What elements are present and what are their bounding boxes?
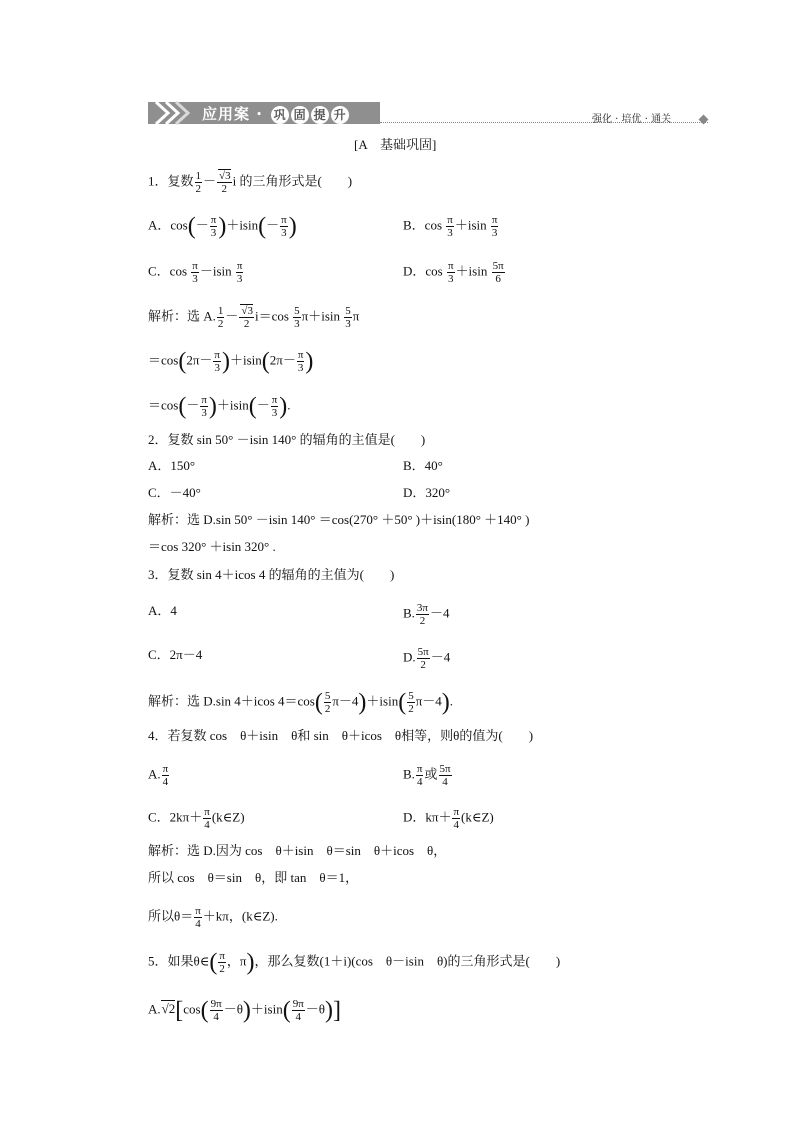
q3-option-b: B. $\frac{3\pi}{2}$ －4 xyxy=(403,602,450,627)
q4-option-c: C．2kπ＋ $\frac{\pi}{4}$ (k∈Z) xyxy=(148,806,245,831)
q1-solution-2: ＝cos(2π－ $\frac{\pi}{3}$ )＋isin(2π－ $\frac{\pi}{3}$ ) xyxy=(148,348,314,375)
q2-option-c: C．－40° xyxy=(148,485,201,500)
q1-stem: 1．复数 $\frac{1}{2}$ － $\frac{√3}{2}$ i 的三角形式是( ) xyxy=(148,170,353,195)
header-title-dot: · xyxy=(256,105,263,123)
header-char-1: 巩 xyxy=(271,106,289,124)
header-char-4: 升 xyxy=(331,106,349,124)
section-heading: [A 基础巩固] xyxy=(354,137,437,152)
q1-option-c: C．cos $\frac{\pi}{3}$ －isin $\frac{\pi}{3}$ xyxy=(148,260,243,285)
q5-option-a: A.√2[cos( $\frac{9\pi}{4}$ －θ)＋isin( $\frac{9\pi}{4}$ －θ)] xyxy=(148,997,342,1024)
chevron-icon xyxy=(154,100,194,126)
q1-option-a: A．cos(－ $\frac{\pi}{3}$ )＋isin(－ $\frac{\pi}{3}$ ) xyxy=(148,213,297,240)
q4-option-a: A. $\frac{\pi}{4}$ xyxy=(148,763,169,788)
q4-option-b: B. $\frac{\pi}{4}$ 或 $\frac{5\pi}{4}$ xyxy=(403,763,451,788)
q3-option-c: C．2π－4 xyxy=(148,647,203,662)
q1-solution-1: 解析：选 A. $\frac{1}{2}$ － $\frac{√3}{2}$ i＝cos $\frac{5}{3}$ π＋isin $\frac{5}{3}$ π xyxy=(148,305,360,330)
header-right-text: 强化 · 培优 · 通关 xyxy=(592,114,672,125)
q4-solution-1: 解析：选 D.因为 cos θ＋isin θ＝sin θ＋icos θ， xyxy=(148,843,447,858)
q4-solution-3: 所以θ＝ $\frac{\pi}{4}$ ＋kπ，(k∈Z). xyxy=(148,905,278,930)
q1-option-d: D．cos $\frac{\pi}{3}$ ＋isin $\frac{5\pi}{6}$ xyxy=(403,260,504,285)
q3-option-d: D. $\frac{5\pi}{2}$ －4 xyxy=(403,646,451,671)
header-char-3: 提 xyxy=(311,106,329,124)
q3-stem: 3．复数 sin 4＋icos 4 的辐角的主值为( ) xyxy=(148,567,395,582)
q4-option-d: D．kπ＋ $\frac{\pi}{4}$ (k∈Z) xyxy=(403,806,494,831)
q3-option-a: A．4 xyxy=(148,603,177,618)
header-title xyxy=(202,103,349,124)
q1-solution-3: ＝cos(－ $\frac{\pi}{3}$ )＋isin(－ $\frac{\pi}{3}$ ). xyxy=(148,393,291,420)
q2-stem: 2．复数 sin 50° －isin 140° 的辐角的主值是( ) xyxy=(148,432,426,447)
q1-option-b: B．cos $\frac{\pi}{3}$ ＋isin $\frac{\pi}{3}$ xyxy=(403,214,498,239)
q2-solution-2: ＝cos 320° ＋isin 320° . xyxy=(148,539,276,554)
q4-stem: 4．若复数 cos θ＋isin θ和 sin θ＋icos θ相等，则θ的值为( ) xyxy=(148,728,534,743)
q2-option-d: D．320° xyxy=(403,485,451,500)
q2-option-b: B．40° xyxy=(403,458,443,473)
header-title-main: 应用案 xyxy=(202,105,251,123)
q4-solution-2: 所以 cos θ＝sin θ，即 tan θ＝1， xyxy=(148,870,359,885)
q3-solution: 解析：选 D.sin 4＋icos 4＝cos( $\frac{5}{2}$ π－4)＋isin( $\frac{5}{2}$ π－4). xyxy=(148,689,454,716)
q5-stem: 5．如果θ∈( $\frac{\pi}{2}$ ，π)，那么复数(1＋i)(cos θ－isin θ)的三角形式是( ) xyxy=(148,949,561,976)
q2-option-a: A．150° xyxy=(148,458,196,473)
q2-solution-1: 解析：选 D.sin 50° －isin 140° ＝cos(270° ＋50° )＋isin(180° ＋140° ) xyxy=(148,512,530,527)
header-char-2: 固 xyxy=(291,106,309,124)
